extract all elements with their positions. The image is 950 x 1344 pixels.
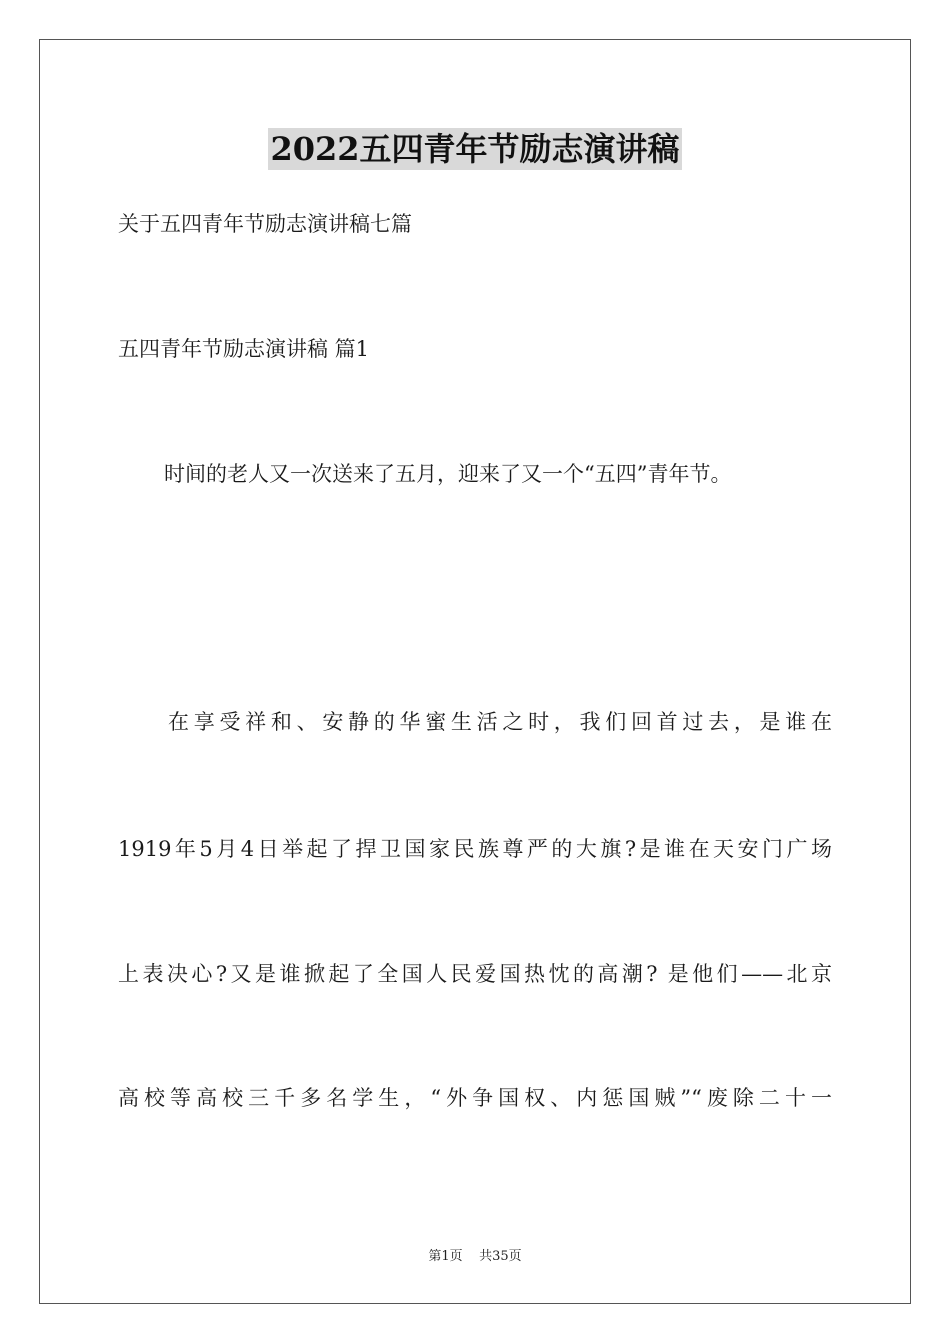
paragraph-2-line-4: 高校等高校三千多名学生，“外争国权、内惩国贼”“废除二十一 — [118, 1086, 832, 1110]
paragraph-2-line-1: 在享受祥和、安静的华蜜生活之时，我们回首过去，是谁在 — [168, 710, 832, 734]
title-container — [0, 128, 950, 170]
paragraph-2-line-3: 上表决心?又是谁掀起了全国人民爱国热忱的高潮? 是他们——北京 — [118, 962, 832, 986]
paragraph-2-line-2: 1919年5月4日举起了捍卫国家民族尊严的大旗?是谁在天安门广场 — [118, 837, 832, 861]
document-title: 2022五四青年节励志演讲稿 — [270, 130, 680, 168]
document-subtitle: 关于五四青年节励志演讲稿七篇 — [118, 212, 412, 236]
total-pages: 共35页 — [479, 1249, 522, 1264]
paragraph-1: 时间的老人又一次送来了五月，迎来了又一个“五四”青年节。 — [164, 462, 732, 486]
page-footer — [0, 1248, 950, 1266]
page-number: 第1页 — [428, 1249, 463, 1264]
section-heading: 五四青年节励志演讲稿 篇1 — [118, 337, 370, 361]
